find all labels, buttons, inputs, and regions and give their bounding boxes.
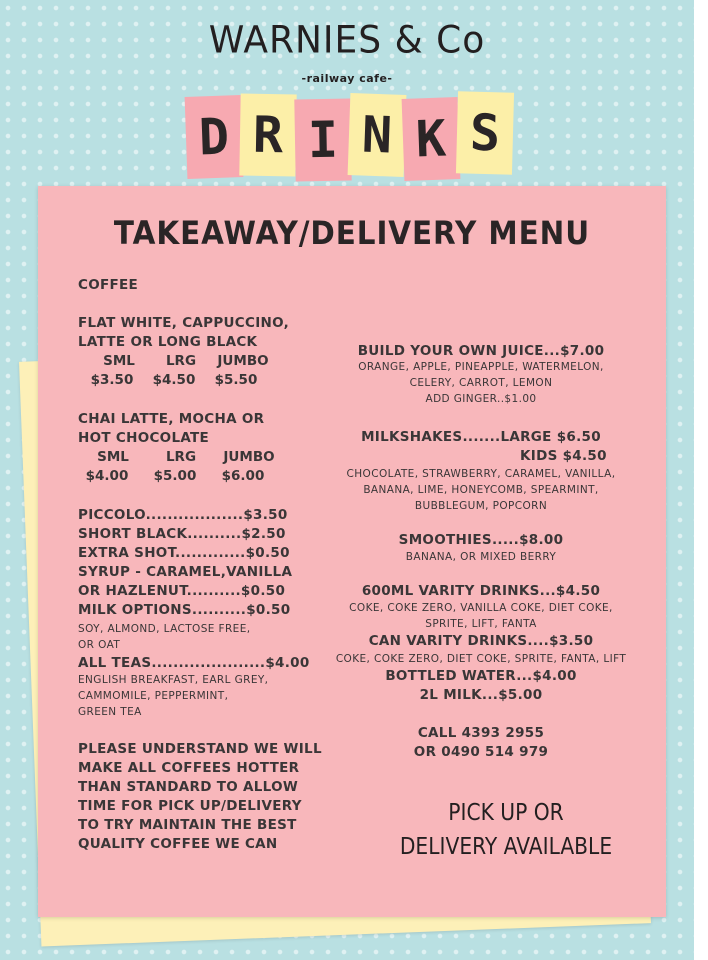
size-label: LRG bbox=[165, 353, 197, 369]
can-drinks-detail: COKE, COKE ZERO, DIET COKE, SPRITE, FANTA, LIFT bbox=[335, 653, 627, 665]
price: $4.00 bbox=[85, 468, 129, 484]
right-edge-strip bbox=[694, 0, 708, 960]
price: $5.50 bbox=[214, 372, 258, 388]
size-label: LRG bbox=[165, 449, 197, 465]
item-syrup-line2: OR HAZLENUT..........$0.50 bbox=[78, 583, 286, 599]
item-can-drinks: CAN VARITY DRINKS....$3.50 bbox=[368, 633, 594, 649]
notice-line: PLEASE UNDERSTAND WE WILL bbox=[78, 741, 322, 757]
teas-detail-3: GREEN TEA bbox=[78, 706, 142, 718]
milk-options-detail-2: OR OAT bbox=[78, 639, 121, 651]
price: $5.00 bbox=[153, 468, 197, 484]
notice-line: MAKE ALL COFFEES HOTTER bbox=[78, 760, 300, 776]
coffee-group-1-line1: FLAT WHITE, CAPPUCCINO, bbox=[78, 315, 290, 331]
item-short-black: SHORT BLACK..........$2.50 bbox=[78, 526, 286, 542]
item-extra-shot: EXTRA SHOT.............$0.50 bbox=[78, 545, 290, 561]
section-coffee: COFFEE bbox=[78, 277, 139, 293]
size-label: SML bbox=[97, 449, 129, 465]
coffee-group-2-line1: CHAI LATTE, MOCHA OR bbox=[78, 411, 265, 427]
milk-options-detail-1: SOY, ALMOND, LACTOSE FREE, bbox=[78, 623, 251, 635]
pickup-line-1: PICK UP OR bbox=[448, 800, 564, 826]
drinks-letter-r: R bbox=[239, 94, 296, 177]
price: $3.50 bbox=[90, 372, 134, 388]
juice-detail-1: ORANGE, APPLE, PINEAPPLE, WATERMELON, bbox=[358, 361, 604, 373]
600ml-drinks-detail-2: SPRITE, LIFT, FANTA bbox=[425, 618, 537, 630]
teas-detail-2: CAMMOMILE, PEPPERMINT, bbox=[78, 690, 229, 702]
notice-line: TO TRY MAINTAIN THE BEST bbox=[78, 817, 297, 833]
size-label: JUMBO bbox=[223, 449, 275, 465]
item-build-juice: BUILD YOUR OWN JUICE...$7.00 bbox=[357, 343, 605, 359]
size-label: JUMBO bbox=[217, 353, 269, 369]
item-all-teas: ALL TEAS.....................$4.00 bbox=[78, 655, 310, 671]
notice-line: THAN STANDARD TO ALLOW bbox=[78, 779, 299, 795]
item-smoothies: SMOOTHIES.....$8.00 bbox=[398, 532, 564, 548]
juice-detail-2: CELERY, CARROT, LEMON bbox=[409, 377, 553, 389]
phone-line-1: CALL 4393 2955 bbox=[417, 725, 545, 741]
item-bottled-water: BOTTLED WATER...$4.00 bbox=[385, 668, 577, 684]
menu-title: TAKEAWAY/DELIVERY MENU bbox=[113, 214, 591, 252]
size-label: SML bbox=[103, 353, 135, 369]
coffee-notice bbox=[78, 740, 322, 854]
item-piccolo: PICCOLO..................$3.50 bbox=[78, 507, 288, 523]
pickup-delivery-banner bbox=[374, 796, 638, 864]
drinks-letter-k: K bbox=[402, 97, 461, 181]
drinks-letter-i: I bbox=[294, 99, 351, 182]
price: $4.50 bbox=[152, 372, 196, 388]
item-600ml-drinks: 600ML VARITY DRINKS...$4.50 bbox=[361, 583, 601, 599]
price: $6.00 bbox=[221, 468, 265, 484]
item-milk-options: MILK OPTIONS..........$0.50 bbox=[78, 602, 291, 618]
drinks-letter-n: N bbox=[348, 93, 407, 177]
coffee-group-2-prices bbox=[76, 467, 274, 486]
coffee-group-2-sizes bbox=[82, 448, 280, 467]
pickup-line-2: DELIVERY AVAILABLE bbox=[399, 834, 613, 860]
600ml-drinks-detail-1: COKE, COKE ZERO, VANILLA COKE, DIET COKE, bbox=[349, 602, 613, 614]
milkshakes-kids: KIDS $4.50 bbox=[520, 448, 607, 464]
brand-title: WARNIES & Co bbox=[208, 18, 486, 63]
item-syrup-line1: SYRUP - CARAMEL,VANILLA bbox=[78, 564, 293, 580]
milkshakes-detail-3: BUBBLEGUM, POPCORN bbox=[414, 500, 548, 512]
notice-line: QUALITY COFFEE WE CAN bbox=[78, 836, 278, 852]
coffee-group-1-prices bbox=[81, 371, 267, 390]
item-2l-milk: 2L MILK...$5.00 bbox=[419, 687, 543, 703]
coffee-group-1-sizes bbox=[88, 352, 274, 371]
drinks-letter-s: S bbox=[456, 91, 514, 174]
smoothies-detail: BANANA, OR MIXED BERRY bbox=[405, 551, 557, 563]
milkshakes-detail-1: CHOCOLATE, STRAWBERRY, CARAMEL, VANILLA, bbox=[346, 468, 616, 480]
milkshakes-detail-2: BANANA, LIME, HONEYCOMB, SPEARMINT, bbox=[363, 484, 599, 496]
drinks-title bbox=[186, 90, 516, 185]
coffee-group-1-line2: LATTE OR LONG BLACK bbox=[78, 334, 258, 350]
juice-ginger: ADD GINGER..$1.00 bbox=[425, 393, 537, 405]
item-milkshakes: MILKSHAKES.......LARGE $6.50 bbox=[361, 429, 601, 445]
phone-line-2: OR 0490 514 979 bbox=[413, 744, 549, 760]
drinks-letter-d: D bbox=[185, 95, 244, 179]
brand-subtitle: -railway cafe- bbox=[301, 72, 393, 85]
teas-detail-1: ENGLISH BREAKFAST, EARL GREY, bbox=[78, 674, 269, 686]
notice-line: TIME FOR PICK UP/DELIVERY bbox=[78, 798, 302, 814]
coffee-group-2-line2: HOT CHOCOLATE bbox=[78, 430, 210, 446]
